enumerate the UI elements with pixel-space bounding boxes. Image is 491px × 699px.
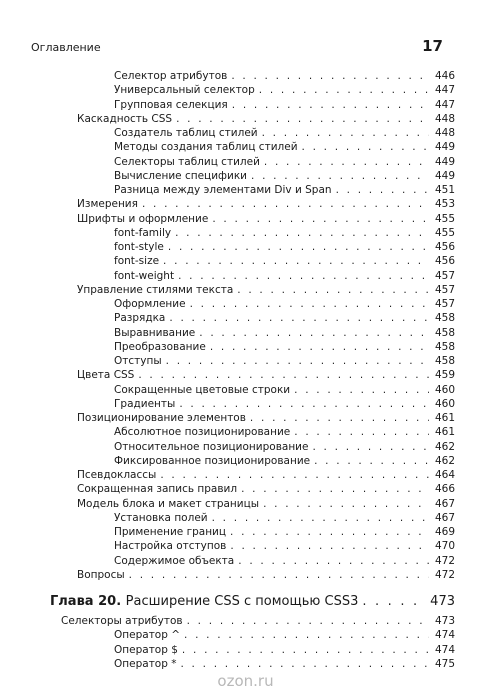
toc-entry-title: Сокращенная запись правил <box>77 483 238 496</box>
toc-page-number: 455 <box>434 212 455 225</box>
toc-entry-title: Преобразование <box>114 340 206 353</box>
chapter-title: Расширение CSS с помощью CSS3 <box>125 594 359 609</box>
toc-entry-title: Управление стилями текста <box>77 283 234 296</box>
toc-entry-title: Вычисление специфики <box>114 169 247 182</box>
toc-entry <box>77 568 455 582</box>
toc-entry-title: Разрядка <box>114 312 166 325</box>
toc-page-number: 472 <box>434 554 455 567</box>
toc-page-number: 447 <box>434 84 455 97</box>
toc-entry-title: font-style <box>114 241 164 253</box>
toc-entry-title: Измерения <box>77 198 138 211</box>
toc-entry <box>114 454 455 468</box>
dot-leader <box>241 482 429 496</box>
toc-page-number: 456 <box>434 255 455 268</box>
toc-entry <box>114 340 455 354</box>
toc-entry-title: Установка полей <box>114 511 208 524</box>
toc-entry-title: Селекторы атрибутов <box>61 615 183 627</box>
toc-entry <box>114 657 455 671</box>
toc-entry <box>114 254 455 268</box>
toc-page-number: 467 <box>434 511 455 524</box>
toc-entry-title: Шрифты и оформление <box>77 212 209 225</box>
toc-entry-title: Создатель таблиц стилей <box>114 127 258 139</box>
toc-entry-title: Селекторы таблиц стилей <box>114 155 260 168</box>
toc-entry <box>77 283 455 297</box>
toc-entry <box>77 482 455 496</box>
toc-page-number: 460 <box>434 397 455 410</box>
dot-leader <box>212 212 429 226</box>
toc-entry-title: Универсальный селектор <box>114 84 255 97</box>
toc-page-number: 467 <box>434 497 455 510</box>
toc-entry-title: Отступы <box>114 355 162 367</box>
toc-page-number: 455 <box>434 226 455 239</box>
dot-leader <box>210 340 429 354</box>
toc-entry-title: Каскадность CSS <box>77 112 173 125</box>
toc-entry <box>114 226 455 240</box>
toc-entry-title: Разница между элементами Div и Span <box>114 184 332 196</box>
toc-entry-title: Вопросы <box>77 568 125 581</box>
toc-page-number: 448 <box>434 127 455 139</box>
dot-leader <box>232 98 429 112</box>
dot-leader <box>182 643 429 657</box>
dot-leader <box>362 593 426 611</box>
chapter-heading <box>50 593 455 611</box>
toc-page-number: 457 <box>434 269 455 282</box>
dot-leader <box>187 614 429 628</box>
toc-page-number: 473 <box>434 615 455 627</box>
toc-entry-title: Содержимое объекта <box>114 554 235 567</box>
dot-leader <box>238 554 429 568</box>
dot-leader <box>314 454 429 468</box>
toc-page-number: 474 <box>434 629 455 642</box>
toc-page-number: 469 <box>434 526 455 538</box>
toc-entry <box>114 425 455 439</box>
toc-entry <box>77 368 455 382</box>
toc-entry <box>61 614 455 628</box>
toc-entry <box>114 269 455 283</box>
toc-entry <box>114 126 455 140</box>
toc-entry <box>114 397 455 411</box>
toc-entry-title: Настройка отступов <box>114 540 227 553</box>
toc-page-number: 461 <box>434 426 455 439</box>
toc-entry-title: Выравнивание <box>114 326 196 339</box>
toc-entry <box>77 197 455 211</box>
toc-entry <box>114 98 455 112</box>
toc-entry-title: Модель блока и макет страницы <box>77 497 260 510</box>
dot-leader <box>160 468 429 482</box>
toc-entry <box>114 354 455 368</box>
toc-entry-title: Оператор ^ <box>114 629 181 642</box>
toc-page-number: 453 <box>434 198 455 211</box>
toc-page-number: 458 <box>434 326 455 339</box>
toc-entry-title: font-weight <box>114 269 175 282</box>
watermark: ozon.ru <box>217 672 274 690</box>
dot-leader <box>175 226 429 240</box>
toc-page-number: 449 <box>434 155 455 168</box>
dot-leader <box>262 126 429 140</box>
toc-page-number: 462 <box>434 454 455 467</box>
dot-leader <box>179 397 429 411</box>
dot-leader <box>259 83 429 97</box>
toc-entry <box>114 140 455 154</box>
toc-entry <box>77 497 455 511</box>
toc-entry <box>114 155 455 169</box>
toc-page-number: 446 <box>434 70 455 82</box>
toc-entry <box>114 383 455 397</box>
toc-entry-title: Применение границ <box>114 526 227 538</box>
dot-leader <box>178 269 429 283</box>
toc-entry <box>114 628 455 642</box>
dot-leader <box>302 140 429 154</box>
toc-entry <box>114 83 455 97</box>
toc-page-number: 466 <box>434 483 455 496</box>
toc-entry <box>114 511 455 525</box>
toc-entry <box>114 240 455 254</box>
toc-page-number: 474 <box>434 643 455 656</box>
toc-entry-title: Цвета CSS <box>77 369 135 382</box>
dot-leader <box>294 383 429 397</box>
dot-leader <box>250 411 429 425</box>
toc-entry <box>114 69 455 83</box>
toc-page-number: 457 <box>434 298 455 310</box>
dot-leader <box>199 326 429 340</box>
dot-leader <box>190 297 429 311</box>
toc-entry-title: Сокращенные цветовые строки <box>114 383 291 396</box>
toc-entry <box>114 326 455 340</box>
toc-entry-title: Градиенты <box>114 397 176 410</box>
dot-leader <box>180 657 429 671</box>
toc-page-number: 461 <box>434 412 455 424</box>
toc-page-number: 448 <box>434 112 455 125</box>
toc-page-number: 460 <box>434 383 455 396</box>
dot-leader <box>176 112 429 126</box>
running-header-title: Оглавление <box>31 41 101 54</box>
toc-entry-title: Фиксированное позиционирование <box>114 454 311 467</box>
dot-leader <box>166 354 429 368</box>
toc-page-number: 456 <box>434 241 455 253</box>
toc-entry-title: Селектор атрибутов <box>114 70 228 82</box>
toc-entry-title: Оформление <box>114 298 186 310</box>
dot-leader <box>294 425 429 439</box>
toc-entry-title: Групповая селекция <box>114 98 228 111</box>
toc-page-number: 451 <box>434 184 455 196</box>
toc-entry-title: font-size <box>114 255 160 268</box>
toc-entry-title: Относительное позиционирование <box>114 440 309 453</box>
toc-page-number: 449 <box>434 141 455 154</box>
dot-leader <box>312 440 429 454</box>
toc-entry <box>77 212 455 226</box>
toc-page-number: 449 <box>434 169 455 182</box>
toc-page-number: 457 <box>434 283 455 296</box>
toc-entry <box>114 297 455 311</box>
toc-entry-title: Оператор $ <box>114 643 178 656</box>
dot-leader <box>212 511 429 525</box>
toc-entry-title: Методы создания таблиц стилей <box>114 141 298 154</box>
toc-page-number: 447 <box>434 98 455 111</box>
toc-page-number: 475 <box>434 657 455 670</box>
dot-leader <box>263 497 429 511</box>
dot-leader <box>336 183 429 197</box>
toc-entry-title <box>50 593 358 611</box>
chapter-label: Глава 20. <box>50 594 126 609</box>
dot-leader <box>231 69 429 83</box>
dot-leader <box>230 539 429 553</box>
dot-leader <box>142 197 429 211</box>
toc-entry <box>77 411 455 425</box>
toc-page-number: 458 <box>434 355 455 367</box>
dot-leader <box>138 368 429 382</box>
toc-entry <box>114 311 455 325</box>
toc-page-number: 473 <box>430 594 455 609</box>
toc-entry <box>114 554 455 568</box>
toc-page-number: 464 <box>434 469 455 481</box>
dot-leader <box>237 283 429 297</box>
dot-leader <box>169 311 429 325</box>
toc-entry <box>114 525 455 539</box>
toc-entry <box>114 643 455 657</box>
page-header <box>31 37 443 57</box>
toc-entry-title: Позиционирование элементов <box>77 412 246 424</box>
running-header-page-number: 17 <box>422 37 443 55</box>
dot-leader <box>184 628 429 642</box>
dot-leader <box>251 169 429 183</box>
toc-page-number: 458 <box>434 340 455 353</box>
dot-leader <box>168 240 429 254</box>
toc-entry-title: Абсолютное позиционирование <box>114 426 291 439</box>
toc-entry-title: Псевдоклассы <box>77 469 157 481</box>
toc-entry <box>114 539 455 553</box>
toc-entry <box>114 169 455 183</box>
toc-page-number: 462 <box>434 440 455 453</box>
dot-leader <box>163 254 429 268</box>
toc-entry <box>77 112 455 126</box>
dot-leader <box>264 155 429 169</box>
toc-entry-title: Оператор * <box>114 657 177 670</box>
toc-entry <box>77 468 455 482</box>
toc-page-number: 472 <box>434 568 455 581</box>
dot-leader <box>129 568 429 582</box>
toc-page-number: 459 <box>434 369 455 382</box>
toc-page-number: 458 <box>434 312 455 325</box>
dot-leader <box>230 525 429 539</box>
toc-entry <box>114 183 455 197</box>
toc-page-number: 470 <box>434 540 455 553</box>
toc-entry-title: font-family <box>114 226 172 239</box>
toc-entry <box>114 440 455 454</box>
